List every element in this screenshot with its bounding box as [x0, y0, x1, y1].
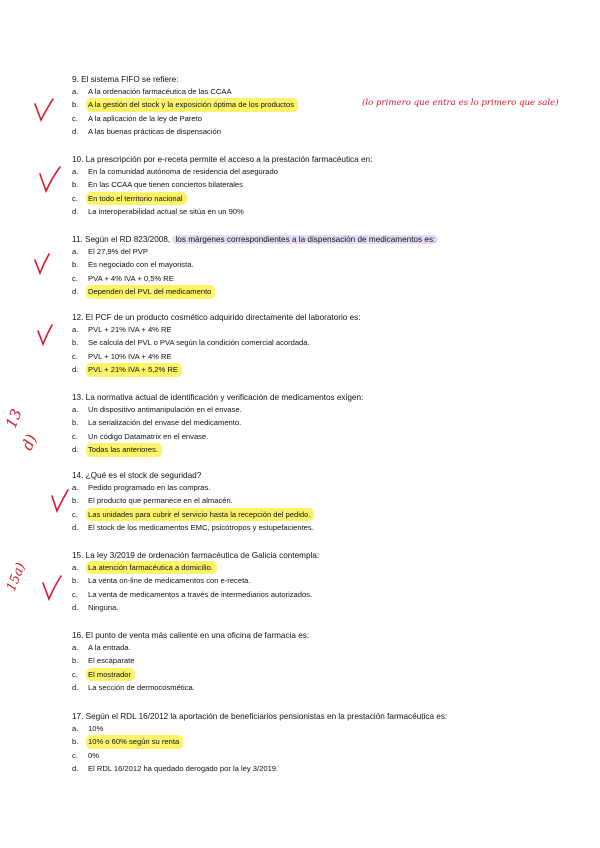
option-text-highlighted: Las unidades para cubrir el servicio hasta la recepción del pedido.	[86, 508, 314, 521]
option-b	[72, 654, 572, 667]
option-letter: d.	[72, 287, 79, 297]
option-a	[72, 323, 572, 336]
question-12	[72, 312, 572, 377]
option-text: En las CCAA que tienen conciertos bilaterales	[88, 180, 243, 190]
option-a	[72, 481, 572, 494]
option-letter: c.	[72, 113, 78, 123]
option-text: Un dispositivo antimanipulación en el envase.	[88, 405, 242, 414]
option-text: El stock de los medicamentos EMC, psicótropos y estupefacientes.	[88, 523, 314, 533]
option-text-highlighted: PVL + 21% IVA + 5,2% RE	[86, 363, 182, 376]
option-letter: d.	[72, 127, 79, 137]
option-text: 10%	[88, 724, 104, 733]
option-text: La serialización del envase del medicamento.	[88, 418, 242, 428]
option-letter: c.	[72, 750, 78, 760]
option-letter: c.	[72, 669, 78, 679]
option-b	[72, 258, 572, 271]
option-text: El RDL 16/2012 ha quedado derogado por la ley 3/2019.	[88, 764, 279, 774]
option-text: Es negociado con el mayorista.	[88, 260, 194, 270]
option-text-highlighted: 10% o 60% según su renta	[86, 735, 183, 748]
option-text: La sección de dermocosmética.	[88, 683, 195, 693]
option-c	[72, 112, 572, 125]
option-letter: a.	[72, 167, 79, 176]
option-text: A la aplicación de la ley de Pareto	[88, 113, 202, 123]
option-text-highlighted: En todo el territorio nacional	[86, 192, 187, 205]
option-b	[72, 494, 572, 507]
question-title: 9. El sistema FIFO se refiere:	[72, 75, 179, 84]
option-c	[72, 272, 572, 285]
option-text: Se calcula del PVL o PVA según la condición comercial acordada.	[88, 338, 310, 348]
question-11	[72, 234, 572, 299]
option-d	[72, 681, 572, 694]
check-mark-icon	[36, 323, 54, 347]
question-title	[72, 234, 572, 245]
option-a	[72, 403, 572, 416]
option-text: La interoperabilidad actual se sitúa en un 90%	[88, 207, 244, 217]
question-title: 14. ¿Qué es el stock de seguridad?	[72, 471, 202, 480]
option-text-highlighted: El mostrador	[86, 668, 135, 681]
check-mark-icon	[33, 98, 55, 124]
option-text-highlighted: Todas las anteriores.	[86, 443, 162, 456]
question-15	[72, 550, 572, 615]
option-text: El 27,9% del PVP	[88, 247, 148, 256]
check-mark-icon	[33, 252, 51, 276]
option-b	[72, 574, 572, 587]
option-b	[72, 178, 572, 191]
option-letter: b.	[72, 418, 79, 428]
question-16	[72, 630, 572, 695]
option-b	[72, 735, 572, 748]
option-letter: b.	[72, 100, 79, 110]
option-letter: d.	[72, 445, 79, 455]
option-text: PVL + 10% IVA + 4% RE	[88, 351, 172, 361]
option-d	[72, 762, 572, 775]
check-mark-icon	[50, 488, 70, 514]
option-letter: c.	[72, 273, 78, 283]
question-title: 12. El PCF de un producto cosmético adquirido directamente del laboratorio es:	[72, 313, 361, 322]
option-a	[72, 641, 572, 654]
question-14	[72, 470, 572, 535]
option-a	[72, 165, 572, 178]
option-d	[72, 285, 572, 298]
question-title: 10. La prescripción por e-receta permite el acceso a la prestación farmacéutica en:	[72, 155, 373, 164]
option-text-highlighted: A la gestión del stock y la exposición óptima de los productos	[86, 98, 298, 111]
option-letter: d.	[72, 764, 79, 774]
option-letter: b.	[72, 260, 79, 270]
option-letter: b.	[72, 180, 79, 190]
option-d	[72, 363, 572, 376]
question-title-highlighted: los márgenes correspondientes a la dispensación de medicamentos es:	[172, 235, 438, 244]
handwritten-note-q13-answer: d)	[18, 431, 41, 453]
option-a	[72, 561, 572, 574]
question-title-text: 11. Según el RD 823/2008,	[72, 235, 173, 244]
option-c	[72, 588, 572, 601]
option-b	[72, 336, 572, 349]
option-b	[72, 416, 572, 429]
option-text: 0%	[88, 750, 99, 760]
option-text: Pedido programado en las compras.	[88, 483, 211, 492]
option-c	[72, 430, 572, 443]
option-letter: a.	[72, 643, 79, 652]
option-d	[72, 443, 572, 456]
option-letter: a.	[72, 405, 79, 414]
option-text: La venta on-line de medicamentos con e-receta.	[88, 576, 251, 586]
option-d	[72, 601, 572, 614]
option-letter: c.	[72, 193, 78, 203]
option-text: A la entrada.	[88, 643, 131, 652]
option-letter: a.	[72, 325, 79, 334]
option-letter: a.	[72, 247, 79, 256]
option-d	[72, 205, 572, 218]
option-letter: c.	[72, 589, 78, 599]
option-text: A las buenas prácticas de dispensación	[88, 127, 221, 137]
option-text: PVA + 4% IVA + 0,5% RE	[88, 273, 174, 283]
option-letter: b.	[72, 338, 79, 348]
question-title: 15. La ley 3/2019 de ordenación farmacéutica de Galicia contempla:	[72, 551, 320, 560]
option-letter: a.	[72, 724, 79, 733]
check-mark-icon	[41, 574, 63, 602]
option-letter: c.	[72, 509, 78, 519]
option-letter: d.	[72, 603, 79, 613]
option-letter: d.	[72, 683, 79, 693]
check-mark-icon	[38, 166, 62, 194]
option-c	[72, 749, 572, 762]
option-text-highlighted: La atención farmacéutica a domicilio.	[86, 561, 217, 574]
option-c	[72, 668, 572, 681]
question-10	[72, 154, 572, 219]
option-d	[72, 125, 572, 138]
option-letter: d.	[72, 523, 79, 533]
option-letter: d.	[72, 207, 79, 217]
option-letter: a.	[72, 483, 79, 492]
option-letter: c.	[72, 431, 78, 441]
option-letter: b.	[72, 576, 79, 586]
option-text: Un código Datamatrix en el envase.	[88, 431, 209, 441]
option-letter: a.	[72, 563, 79, 572]
handwritten-note-q13-number: 13	[2, 406, 26, 431]
option-d	[72, 521, 572, 534]
option-letter: b.	[72, 656, 79, 666]
question-title: 16. El punto de venta más caliente en una oficina de farmacia es:	[72, 631, 310, 640]
handwritten-note-q9: (lo primero que entra es lo primero que sale)	[362, 98, 559, 108]
option-text: En la comunidad autónoma de residencia del asegurado	[88, 167, 278, 176]
question-13	[72, 392, 572, 457]
option-text: Ninguna.	[88, 603, 119, 613]
option-letter: b.	[72, 737, 79, 747]
option-letter: d.	[72, 365, 79, 375]
option-letter: a.	[72, 87, 79, 96]
option-text: El producto que permanece en el almacén.	[88, 496, 233, 506]
option-letter: c.	[72, 351, 78, 361]
question-17	[72, 711, 572, 776]
option-a	[72, 722, 572, 735]
option-a	[72, 85, 572, 98]
question-title: 17. Según el RDL 16/2012 la aportación de beneficiarios pensionistas en la prestación farmacéutica es:	[72, 712, 448, 721]
option-text-highlighted: Dependen del PVL del medicamento	[86, 285, 215, 298]
option-text: El escaparate	[88, 656, 135, 666]
handwritten-note-q15: 15a)	[4, 560, 29, 594]
option-c	[72, 192, 572, 205]
option-text: A la ordenación farmacéutica de las CCAA	[88, 87, 232, 96]
option-c	[72, 508, 572, 521]
option-text: PVL + 21% IVA + 4% RE	[88, 325, 172, 334]
option-text: La venta de medicamentos a través de intermediarios autorizados.	[88, 589, 313, 599]
option-c	[72, 350, 572, 363]
option-a	[72, 245, 572, 258]
option-letter: b.	[72, 496, 79, 506]
question-title: 13. La normativa actual de identificación y verificación de medicamentos exigen:	[72, 393, 364, 402]
